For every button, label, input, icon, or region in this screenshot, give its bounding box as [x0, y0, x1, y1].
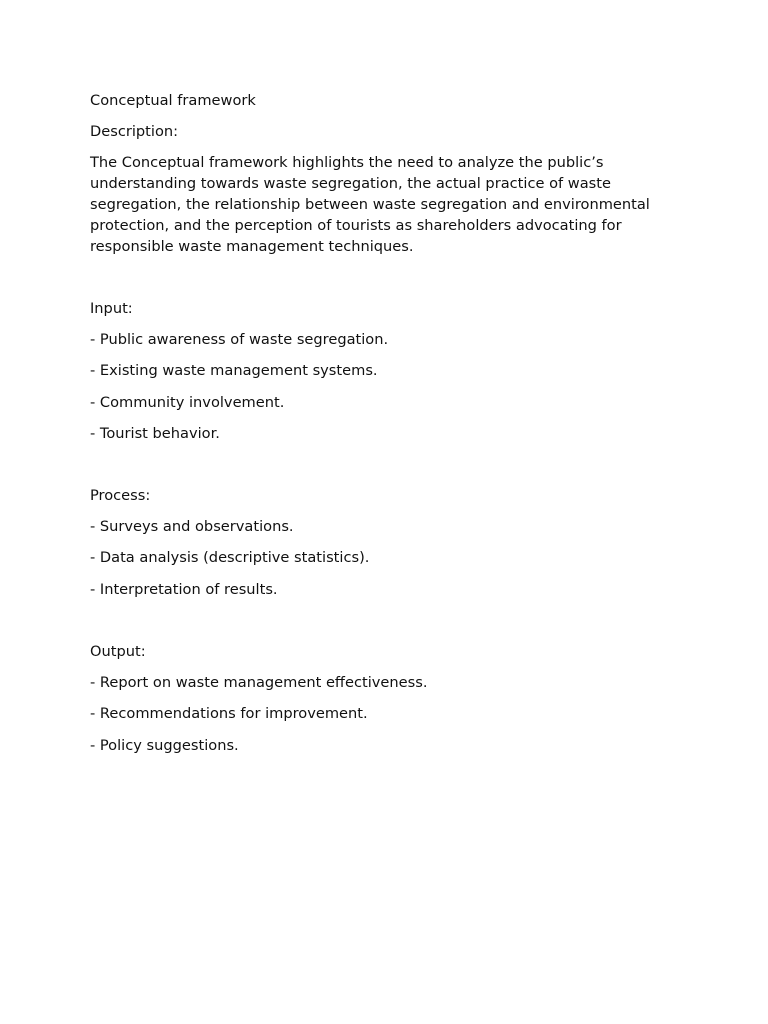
process-section	[90, 486, 690, 600]
output-label: Output:	[90, 643, 146, 660]
section-spacer	[90, 268, 690, 299]
list-item: - Interpretation of results.	[90, 580, 278, 598]
section-spacer	[90, 611, 690, 642]
document-title: Conceptual framework	[90, 92, 256, 109]
list-item: - Community involvement.	[90, 393, 285, 411]
list-item: - Report on waste management effectiveness.	[90, 674, 428, 692]
list-item: - Existing waste management systems.	[90, 362, 378, 380]
list-item: - Data analysis (descriptive statistics).	[90, 549, 370, 567]
output-section	[90, 642, 690, 756]
list-item: - Tourist behavior.	[90, 424, 220, 442]
description-label: Description:	[90, 123, 179, 141]
process-label: Process:	[90, 487, 151, 505]
document-body	[90, 91, 690, 767]
section-spacer	[90, 455, 690, 486]
description-paragraph: The Conceptual framework highlights the need to analyze the public’s understanding towards waste segregation, the actual practice of waste segregation, the relationship between waste segregation and environmental protection, and the perception of tourists as shareholders advocating for responsible waste management techniques.	[90, 154, 650, 255]
input-section	[90, 299, 690, 445]
input-label: Input:	[90, 299, 133, 317]
list-item: - Public awareness of waste segregation.	[90, 331, 389, 349]
list-item: - Surveys and observations.	[90, 518, 294, 536]
list-item: - Recommendations for improvement.	[90, 705, 368, 723]
list-item: - Policy suggestions.	[90, 736, 239, 754]
